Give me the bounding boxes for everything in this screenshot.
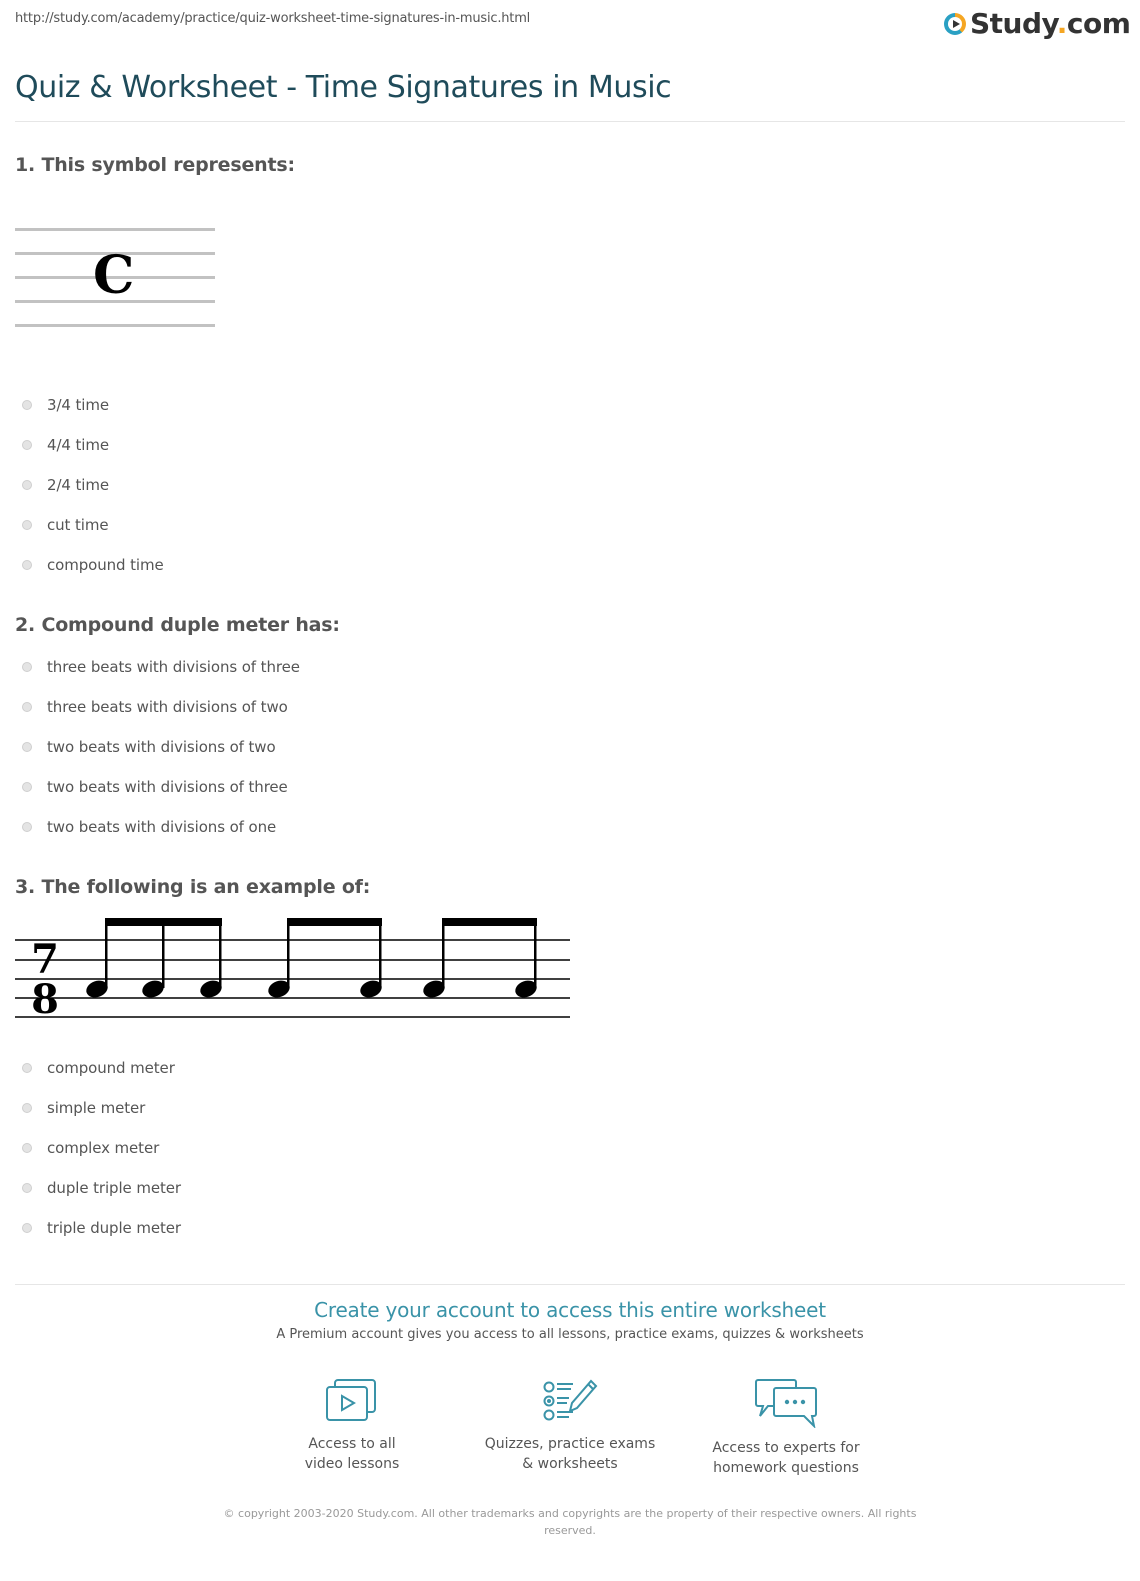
radio-button[interactable] [22,1223,32,1233]
question-2-text: 2. Compound duple meter has: [15,614,340,636]
logo-text-suffix: com [1066,7,1131,40]
radio-button[interactable] [22,1183,32,1193]
chat-bubbles-icon [754,1378,818,1428]
answer-option[interactable]: two beats with divisions of three [22,767,300,807]
feature-quizzes: Quizzes, practice exams & worksheets [470,1378,670,1474]
logo-text-main: Study [970,7,1057,40]
logo-dot: . [1056,7,1067,40]
radio-button[interactable] [22,822,32,832]
answer-option[interactable]: cut time [22,505,164,545]
feature-experts: Access to experts for homework questions [686,1378,886,1478]
question-3-options [22,1048,181,1248]
answer-option[interactable]: 4/4 time [22,425,164,465]
answer-option[interactable]: duple triple meter [22,1168,181,1208]
study-logo[interactable] [944,9,1130,39]
radio-button[interactable] [22,480,32,490]
common-time-symbol: C [93,245,135,306]
radio-button[interactable] [22,1063,32,1073]
common-time-staff-figure [15,228,215,328]
radio-button[interactable] [22,1103,32,1113]
radio-button[interactable] [22,1143,32,1153]
rhythm-7-8-staff-figure [15,915,575,1025]
answer-option[interactable]: three beats with divisions of three [22,647,300,687]
promo-subtitle: A Premium account gives you access to all lessons, practice exams, quizzes & worksheets [276,1327,864,1342]
play-logo-icon [944,13,966,35]
title-divider [15,121,1125,122]
question-2-options [22,647,300,847]
answer-option[interactable]: simple meter [22,1088,181,1128]
page-title: Quiz & Worksheet - Time Signatures in Music [15,70,672,105]
answer-option[interactable]: triple duple meter [22,1208,181,1248]
answer-option[interactable]: complex meter [22,1128,181,1168]
promo-divider [15,1284,1125,1285]
radio-button[interactable] [22,662,32,672]
answer-option[interactable]: two beats with divisions of one [22,807,300,847]
radio-button[interactable] [22,560,32,570]
answer-option[interactable]: compound time [22,545,164,585]
radio-button[interactable] [22,782,32,792]
radio-button[interactable] [22,520,32,530]
time-sig-bottom: 8 [31,976,59,1023]
time-sig-top: 7 [31,936,59,983]
question-1-options [22,385,164,585]
page-url: http://study.com/academy/practice/quiz-worksheet-time-signatures-in-music.html [15,11,531,26]
radio-button[interactable] [22,702,32,712]
create-account-link[interactable]: Create your account to access this entire worksheet [314,1298,826,1322]
copyright-notice: © copyright 2003-2020 Study.com. All other trademarks and copyrights are the property of their respective owners. All rights reserved. [223,1507,917,1537]
question-3-text: 3. The following is an example of: [15,876,371,898]
radio-button[interactable] [22,742,32,752]
radio-button[interactable] [22,400,32,410]
feature-video-lessons: Access to all video lessons [252,1378,452,1474]
answer-option[interactable]: 3/4 time [22,385,164,425]
answer-option[interactable]: 2/4 time [22,465,164,505]
radio-button[interactable] [22,440,32,450]
question-1-text: 1. This symbol represents: [15,154,295,176]
answer-option[interactable]: two beats with divisions of two [22,727,300,767]
quiz-checklist-icon [542,1378,598,1424]
answer-option[interactable]: compound meter [22,1048,181,1088]
answer-option[interactable]: three beats with divisions of two [22,687,300,727]
video-lessons-icon [325,1378,379,1424]
